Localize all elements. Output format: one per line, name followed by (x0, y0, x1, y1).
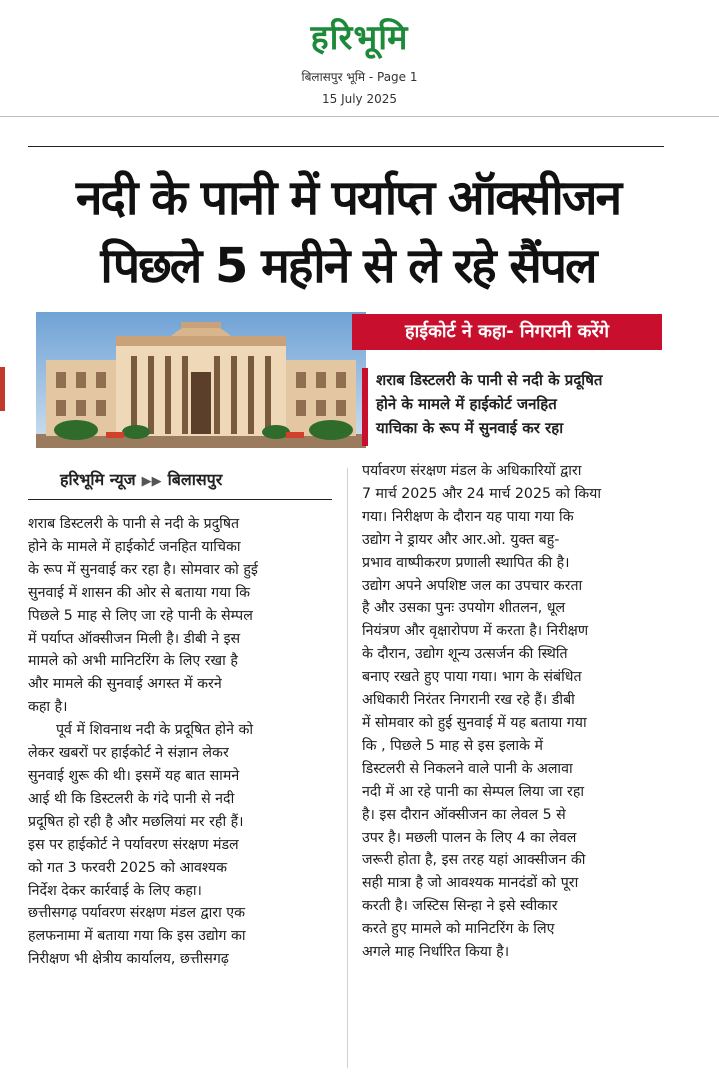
body-line: अगले माह निर्धारित किया है। (362, 944, 510, 961)
body-line: लेकर खबरों पर हाईकोर्ट ने संज्ञान लेकर (28, 745, 229, 762)
body-line: होने के मामले में हाईकोर्ट जनहित याचिका (28, 538, 241, 555)
deck-summary (362, 368, 664, 446)
body-line: करते हुए मामले को मानिटरिंग के लिए (362, 921, 555, 938)
body-line: सुनवाई में शासन की ओर से बताया गया कि (28, 584, 251, 601)
masthead (0, 0, 719, 116)
body-line: करती है। जस्टिस सिन्हा ने इसे स्वीकार (362, 898, 558, 915)
body-line: पिछले 5 माह से लिए जा रहे पानी के सेम्पल (28, 607, 253, 624)
byline-source: हरिभूमि न्यूज (60, 470, 136, 489)
byline-rule (28, 499, 332, 500)
column-divider (347, 468, 348, 1068)
body-line: मामले को अभी मानिटरिंग के लिए रखा है (28, 653, 238, 670)
body-line: आई थी कि डिस्टलरी के गंदे पानी से नदी (28, 790, 235, 807)
body-line: और मामले की सुनवाई अगस्त में करने (28, 676, 222, 693)
body-line: कि , पिछले 5 माह से इस इलाके में (362, 737, 543, 754)
body-line: नियंत्रण और वृक्षारोपण में करता है। निरीक्षण (362, 623, 589, 640)
body-line: है और उसका पुनः उपयोग शीतलन, धूल (362, 600, 566, 617)
body-line: के दौरान, उद्योग शून्य उत्सर्जन की स्थिति (362, 646, 568, 663)
masthead-divider (0, 116, 719, 117)
body-line: उद्योग ने ड्रायर और आर.ओ. युक्त बहु- (362, 531, 560, 548)
body-line: को गत 3 फरवरी 2025 को आवश्यक (28, 859, 228, 876)
body-line: छत्तीसगढ़ पर्यावरण संरक्षण मंडल द्वारा एक (28, 905, 246, 922)
body-line: निर्देश देकर कार्रवाई के लिए कहा। (28, 882, 202, 899)
deck-line: होने के मामले में हाईकोर्ट जनहित (376, 395, 557, 413)
body-line: सही मात्रा है जो आवश्यक मानदंडों को पूरा (362, 875, 579, 892)
body-line: कहा है। (28, 699, 68, 716)
body-line: प्रदूषित हो रही है और मछलियां मर रही हैं। (28, 813, 244, 830)
deck-line: याचिका के रूप में सुनवाई कर रहा (376, 419, 564, 437)
high-court-building-photo (36, 312, 366, 448)
edition-page-label: बिलासपुर भूमि - Page 1 (301, 70, 418, 84)
body-line: अधिकारी निरंतर निगरानी रख रहे हैं। डीबी (362, 692, 575, 709)
body-line: के रूप में सुनवाई कर रहा है। सोमवार को हुई (28, 561, 258, 578)
body-line: प्रभाव वाष्पीकरण प्रणाली स्थापित की है। (362, 554, 570, 571)
body-line: सुनवाई शुरू की थी। इसमें यह बात सामने (28, 767, 240, 784)
byline (60, 466, 340, 496)
body-line: नदी में आ रहे पानी का सेम्पल लिया जा रहा (362, 783, 585, 800)
body-line: जरूरी होता है, इस तरह यहां आक्सीजन की (362, 852, 586, 869)
body-line: डिस्टलरी से निकलने वाले पानी के अलावा (362, 760, 573, 777)
article-column-left (28, 513, 340, 971)
body-line: बनाए रखते हुए पाया गया। भाग के संबंधित (362, 669, 582, 686)
body-line: 7 मार्च 2025 और 24 मार्च 2025 को किया (362, 485, 602, 502)
article-column-right (362, 460, 666, 964)
page-edge-marker (0, 367, 5, 411)
body-line: पूर्व में शिवनाथ नदी के प्रदूषित होने को (56, 722, 254, 739)
deck-line: शराब डिस्टलरी के पानी से नदी के प्रदूषित (376, 371, 603, 389)
body-line: उद्योग अपने अपशिष्ट जल का उपचार करता (362, 577, 583, 594)
byline-city: बिलासपुर (167, 470, 223, 489)
body-line: है। इस दौरान ऑक्सीजन का लेवल 5 से (362, 806, 566, 823)
body-line: में सोमवार को हुई सुनवाई में यह बताया गया (362, 714, 587, 731)
headline-line-1: नदी के पानी में पर्याप्त ऑक्सीजन (75, 170, 621, 226)
body-line: गया। निरीक्षण के दौरान यह पाया गया कि (362, 508, 574, 525)
body-line: निरीक्षण भी क्षेत्रीय कार्यालय, छत्तीसगढ़ (28, 951, 229, 968)
body-line: शराब डिस्टलरी के पानी से नदी के प्रदुषित (28, 516, 240, 532)
headline-line-2: पिछले 5 महीने से ले रहे सैंपल (100, 238, 596, 294)
article-top-rule (28, 146, 664, 147)
byline-arrows-icon: ▶▶ (141, 474, 162, 489)
body-line: उपर है। मछली पालन के लिए 4 का लेवल (362, 829, 577, 846)
kicker-banner: हाईकोर्ट ने कहा- निगरानी करेंगे (352, 314, 662, 350)
edition-date: 15 July 2025 (321, 92, 398, 106)
body-line: में पर्याप्त ऑक्सीजन मिली है। डीबी ने इस (28, 630, 241, 647)
body-line: पर्यावरण संरक्षण मंडल के अधिकारियों द्वारा (362, 463, 582, 479)
newspaper-logo: हरिभूमि (310, 18, 409, 58)
body-line: हलफनामा में बताया गया कि इस उद्योग का (28, 928, 246, 945)
body-line: इस पर हाईकोर्ट ने पर्यावरण संरक्षण मंडल (28, 836, 239, 853)
